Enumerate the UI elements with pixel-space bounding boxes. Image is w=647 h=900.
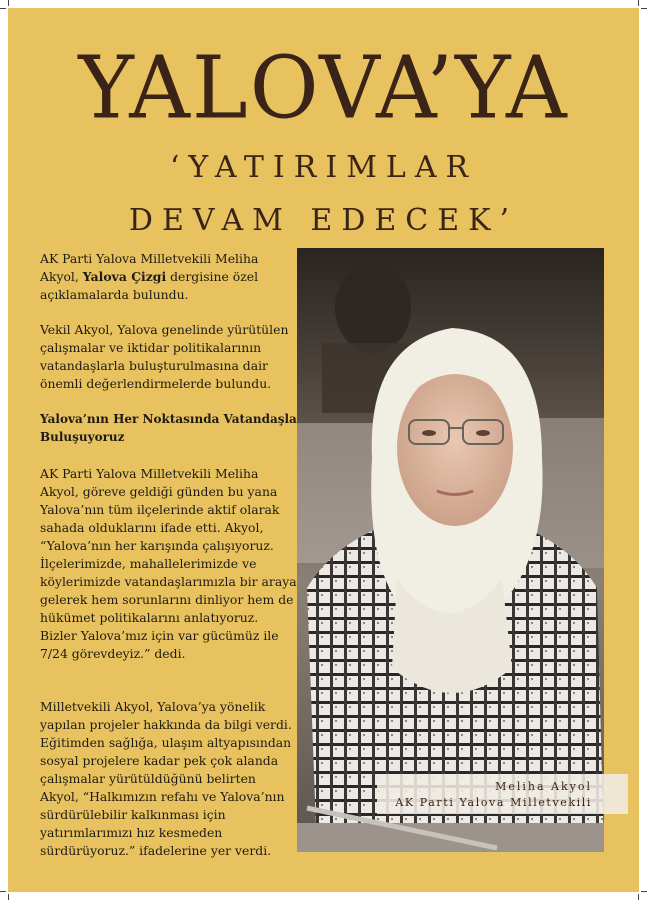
crop-mark bbox=[0, 891, 6, 892]
crop-mark bbox=[8, 894, 9, 900]
magazine-page bbox=[8, 8, 639, 892]
portrait-photo bbox=[297, 248, 604, 852]
crop-mark bbox=[641, 8, 647, 9]
article-subheading: Yalova’nın Her Noktasında Vatandaşla Buluşuyoruz bbox=[40, 412, 297, 444]
headline-title: YALOVA’YA bbox=[78, 38, 569, 138]
article-paragraph-4: Milletvekili Akyol, Yalova’ya yönelik yapılan projeler hakkında da bilgi verdi. Eğitimden sağlığa, ulaşım altyapısından sosyal projelere kadar pek çok alanda çalışmalar yürütüldüğünü belirten Akyol, “Halkımızın refahı ve Yalova’nın sürdürülebilir kalkınması için yatırımlarımızı hız kesmeden sürdürüyoruz.” ifadelerine yer verdi. bbox=[40, 699, 292, 858]
article-intro bbox=[40, 250, 298, 304]
crop-mark bbox=[638, 894, 639, 900]
photo-caption bbox=[377, 774, 628, 814]
article-paragraph-3: AK Parti Yalova Milletvekili Meliha Akyol, göreve geldiği günden bu yana Yalova’nın tüm ilçelerinde aktif olarak sahada olduklarını ifade etti. Akyol, “Yalova’nın her karışında çalışıyoruz. İlçelerimizde, mahallelerimizde ve köylerimizde vatandaşlarımızla bir araya gelerek hem sorunlarını dinliyor hem de hükümet politikalarını anlatıyoruz. Bizler Yalova’mız için var gücümüz ile 7/24 görevdeyiz.” dedi. bbox=[40, 466, 297, 661]
crop-mark bbox=[638, 0, 639, 6]
article-body bbox=[40, 250, 298, 877]
portrait-illustration bbox=[297, 248, 604, 852]
caption-name: Meliha Akyol bbox=[495, 780, 592, 793]
intro-text-end: dergisine özel açıklamalarda bulundu. bbox=[40, 269, 259, 302]
headline-subtitle-line1: ‘YATIRIMLAR bbox=[169, 150, 478, 185]
paragraph-spacer bbox=[40, 680, 298, 698]
crop-mark bbox=[8, 0, 9, 6]
article-paragraph-2: Vekil Akyol, Yalova genelinde yürütülen çalışmalar ve iktidar politikalarının vatandaşlarla buluşturulmasına dair önemli değerlendirmelerde bulundu. bbox=[40, 322, 289, 391]
crop-mark bbox=[641, 891, 647, 892]
magazine-name: Yalova Çizgi bbox=[82, 269, 167, 284]
headline-subtitle-line2: DEVAM EDECEK’ bbox=[128, 203, 519, 238]
crop-mark bbox=[0, 8, 6, 9]
intro-text: AK Parti Yalova Milletvekili Meliha Akyol, bbox=[40, 251, 259, 284]
caption-role: AK Parti Yalova Milletvekili bbox=[395, 796, 592, 809]
